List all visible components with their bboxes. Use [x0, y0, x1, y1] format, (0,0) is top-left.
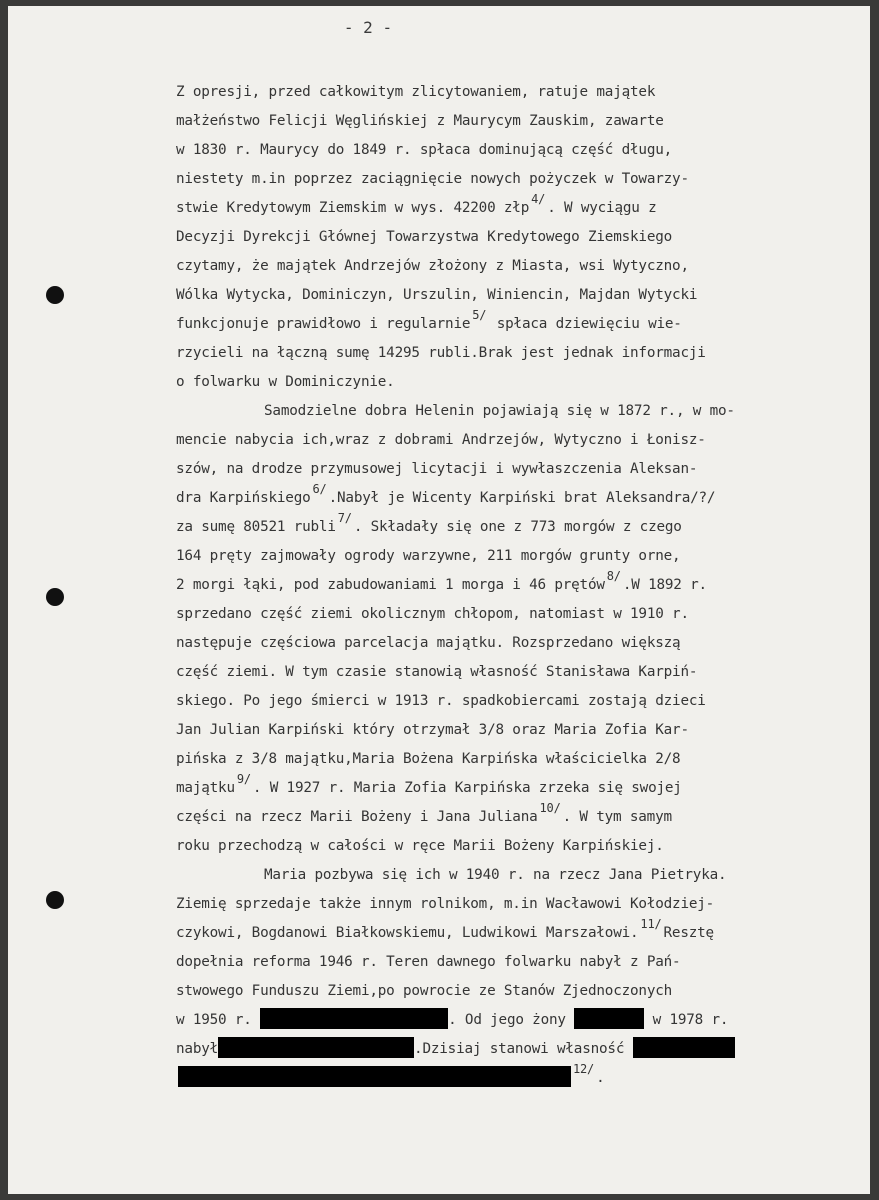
line-text: części na rzecz Marii Bożeny i Jana Juliana: [176, 809, 538, 825]
line-text: . W wyciągu z: [547, 200, 657, 216]
footnote-ref: 5/: [472, 308, 487, 322]
redaction-bar: [260, 1008, 448, 1029]
text-line: następuje częściowa parcelacja majątku. Rozsprzedano większą: [176, 635, 681, 651]
line-text: . Składały się one z 773 morgów z czego: [353, 519, 682, 535]
text-line: część ziemi. W tym czasie stanowią własność Stanisława Karpiń-: [176, 664, 698, 680]
line-text: w 1950 r.: [176, 1012, 252, 1028]
line-text: za sumę 80521 rubli: [176, 519, 336, 535]
redaction-bar: [633, 1037, 735, 1058]
text-line: roku przechodzą w całości w ręce Marii Bożeny Karpińskiej.: [176, 838, 664, 854]
text-line: czytamy, że majątek Andrzejów złożony z Miasta, wsi Wytyczno,: [176, 258, 689, 274]
text-line: rzycieli na łączną sumę 14295 rubli.Brak jest jednak informacji: [176, 345, 706, 361]
line-text: dra Karpińskiego: [176, 490, 311, 506]
text-line: [176, 774, 866, 803]
line-text: .Nabył je Wicenty Karpiński brat Aleksandra/?/: [328, 490, 716, 506]
text-line: [176, 484, 866, 513]
line-text: majątku: [176, 780, 235, 796]
redaction-bar: [574, 1008, 644, 1029]
text-line: [176, 803, 866, 832]
text-line: [176, 513, 866, 542]
line-text: spłaca dziewięciu wie-: [488, 316, 682, 332]
footnote-ref: 9/: [236, 772, 251, 786]
line-text: .Dzisiaj stanowi własność: [414, 1041, 625, 1057]
text-line: 164 pręty zajmowały ogrody warzywne, 211 morgów grunty orne,: [176, 548, 681, 564]
footnote-ref: 11/: [640, 917, 662, 931]
text-line: sprzedano część ziemi okolicznym chłopom, natomiast w 1910 r.: [176, 606, 689, 622]
line-text: Resztę: [663, 925, 714, 941]
line-text: funkcjonuje prawidłowo i regularnie: [176, 316, 471, 332]
punch-hole: [46, 588, 64, 606]
text-line: Samodzielne dobra Helenin pojawiają się w 1872 r., w mo-: [264, 403, 735, 419]
text-line: Wólka Wytycka, Dominiczyn, Urszulin, Winiencin, Majdan Wytycki: [176, 287, 698, 303]
text-line: [176, 571, 866, 600]
footnote-ref: 8/: [606, 569, 621, 583]
text-line: pińska z 3/8 majątku,Maria Bożena Karpińska właścicielka 2/8: [176, 751, 681, 767]
text-line: mencie nabycia ich,wraz z dobrami Andrzejów, Wytyczno i Łonisz-: [176, 432, 706, 448]
text-line: Maria pozbywa się ich w 1940 r. na rzecz Jana Pietryka.: [264, 867, 727, 883]
text-line: [176, 1006, 866, 1035]
text-line: w 1830 r. Maurycy do 1849 r. spłaca dominującą część długu,: [176, 142, 673, 158]
footnote-ref: 10/: [539, 801, 561, 815]
footnote-ref: 4/: [531, 192, 546, 206]
footnote-ref: 6/: [312, 482, 327, 496]
line-text: 2 morgi łąki, pod zabudowaniami 1 morga i 46 prętów: [176, 577, 605, 593]
text-line: [176, 1035, 866, 1064]
line-text: .W 1892 r.: [622, 577, 707, 593]
text-line: stwowego Funduszu Ziemi,po powrocie ze Stanów Zjednoczonych: [176, 983, 673, 999]
footnote-ref: 7/: [337, 511, 352, 525]
line-text: nabył: [176, 1041, 219, 1057]
redaction-bar: [218, 1037, 414, 1058]
footnote-ref: 12/: [573, 1062, 595, 1076]
text-line: Decyzji Dyrekcji Głównej Towarzystwa Kredytowego Ziemskiego: [176, 229, 673, 245]
line-text: . W 1927 r. Maria Zofia Karpińska zrzeka się swojej: [252, 780, 682, 796]
body-text: [176, 78, 866, 1093]
text-line: Z opresji, przed całkowitym zlicytowaniem, ratuje majątek: [176, 84, 656, 100]
text-line: niestety m.in poprzez zaciągnięcie nowych pożyczek w Towarzy-: [176, 171, 689, 187]
text-line: [176, 1064, 866, 1093]
line-text: stwie Kredytowym Ziemskim w wys. 42200 złp: [176, 200, 530, 216]
line-text: .: [596, 1070, 605, 1086]
text-line: dopełnia reforma 1946 r. Teren dawnego folwarku nabył z Pań-: [176, 954, 681, 970]
line-text: . Od jego żony: [448, 1012, 566, 1028]
text-line: Jan Julian Karpiński który otrzymał 3/8 oraz Maria Zofia Kar-: [176, 722, 689, 738]
line-text: w 1978 r.: [644, 1012, 729, 1028]
redaction-bar: [178, 1066, 571, 1087]
text-line: o folwarku w Dominiczynie.: [176, 374, 395, 390]
punch-hole: [46, 891, 64, 909]
text-line: skiego. Po jego śmierci w 1913 r. spadkobiercami zostają dzieci: [176, 693, 706, 709]
text-line: szów, na drodze przymusowej licytacji i wywłaszczenia Aleksan-: [176, 461, 698, 477]
line-text: . W tym samym: [562, 809, 672, 825]
document-page: [8, 6, 870, 1194]
text-line: Ziemię sprzedaje także innym rolnikom, m.in Wacławowi Kołodziej-: [176, 896, 715, 912]
text-line: [176, 310, 866, 339]
punch-hole: [46, 286, 64, 304]
text-line: małżeństwo Felicji Węglińskiej z Mauryсym Zauskim, zawarte: [176, 113, 664, 129]
text-line: [176, 194, 866, 223]
page-number: - 2 -: [343, 18, 393, 37]
line-text: czykowi, Bogdanowi Białkowskiemu, Ludwikowi Marszałowi.: [176, 925, 639, 941]
text-line: [176, 919, 866, 948]
